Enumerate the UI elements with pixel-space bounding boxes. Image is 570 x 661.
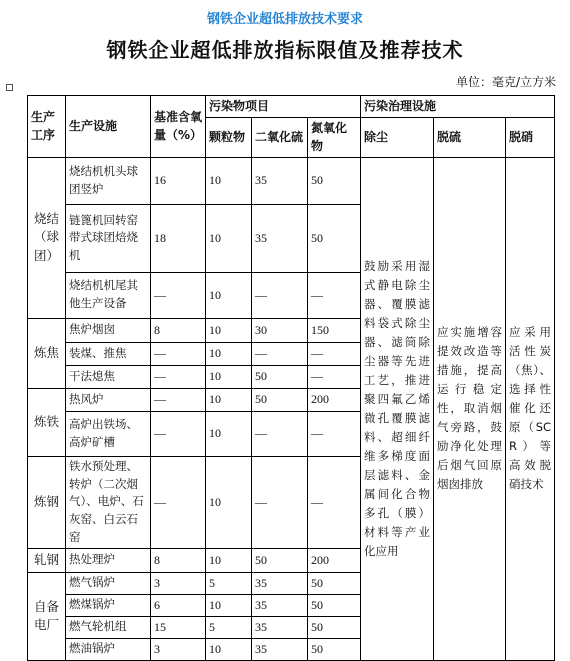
oxygen-cell: 8	[151, 548, 206, 572]
header-so2: 二氧化硫	[252, 117, 308, 157]
oxygen-cell: —	[151, 272, 206, 318]
facility-cell: 链篦机回转窑带式球团焙烧机	[66, 204, 151, 272]
oxygen-cell: 3	[151, 638, 206, 660]
denitrification-text: 应采用活性炭（焦）、选择性催化还原（SCR）等高效脱硝技术	[506, 157, 555, 660]
nox-cell: 50	[308, 572, 361, 594]
particulate-cell: 10	[206, 157, 252, 204]
oxygen-cell: 18	[151, 204, 206, 272]
so2-cell: 50	[252, 388, 308, 411]
desulfurization-text: 应实施增容提效改造等措施，提高运行稳定性，取消烟气旁路，鼓励净化处理后烟气回原烟囱排放	[434, 157, 506, 660]
so2-cell: —	[252, 411, 308, 456]
oxygen-cell: 15	[151, 616, 206, 638]
so2-cell: —	[252, 342, 308, 365]
facility-cell: 热风炉	[66, 388, 151, 411]
oxygen-cell: 8	[151, 318, 206, 342]
nox-cell: 200	[308, 388, 361, 411]
oxygen-cell: —	[151, 456, 206, 548]
particulate-cell: 10	[206, 272, 252, 318]
header-process: 生产工序	[28, 96, 66, 158]
oxygen-cell: —	[151, 342, 206, 365]
header-desulfurization: 脱硫	[434, 117, 506, 157]
particulate-cell: 10	[206, 388, 252, 411]
facility-cell: 装煤、推焦	[66, 342, 151, 365]
so2-cell: 35	[252, 638, 308, 660]
facility-cell: 干法熄焦	[66, 365, 151, 388]
nox-cell: —	[308, 365, 361, 388]
nox-cell: 200	[308, 548, 361, 572]
process-cell: 轧钢	[28, 548, 66, 572]
header-dust-removal: 除尘	[361, 117, 434, 157]
facility-cell: 燃气锅炉	[66, 572, 151, 594]
process-cell: 炼焦	[28, 318, 66, 388]
particulate-cell: 10	[206, 204, 252, 272]
header-denitrification: 脱硝	[506, 117, 555, 157]
particulate-cell: 10	[206, 318, 252, 342]
so2-cell: 50	[252, 365, 308, 388]
particulate-cell: 5	[206, 616, 252, 638]
facility-cell: 燃油锅炉	[66, 638, 151, 660]
table-anchor-icon	[6, 84, 13, 91]
nox-cell: 50	[308, 204, 361, 272]
process-cell: 炼钢	[28, 456, 66, 548]
top-heading: 钢铁企业超低排放技术要求	[206, 12, 363, 27]
dust-removal-text: 鼓励采用湿式静电除尘器、覆膜滤料袋式除尘器、滤筒除尘器等先进工艺，推进聚四氟乙烯微孔覆膜滤料、超细纤维多梯度面层滤料、金属间化合物多孔（膜）材料等产业化应用	[361, 157, 434, 660]
so2-cell: —	[252, 272, 308, 318]
oxygen-cell: —	[151, 365, 206, 388]
header-facility: 生产设施	[66, 96, 151, 158]
nox-cell: —	[308, 456, 361, 548]
nox-cell: 50	[308, 157, 361, 204]
nox-cell: —	[308, 342, 361, 365]
nox-cell: 50	[308, 594, 361, 616]
unit-label: 单位：毫克/立方米	[455, 75, 556, 89]
facility-cell: 燃煤锅炉	[66, 594, 151, 616]
particulate-cell: 10	[206, 548, 252, 572]
nox-cell: 50	[308, 638, 361, 660]
facility-cell: 铁水预处理、转炉（二次烟气）、电炉、石灰窑、白云石窑	[66, 456, 151, 548]
process-cell: 烧结（球团）	[28, 157, 66, 318]
particulate-cell: 10	[206, 638, 252, 660]
so2-cell: 35	[252, 204, 308, 272]
emission-limits-table	[27, 95, 555, 661]
particulate-cell: 5	[206, 572, 252, 594]
header-pollutants: 污染物项目	[206, 96, 361, 118]
nox-cell: —	[308, 411, 361, 456]
oxygen-cell: —	[151, 411, 206, 456]
oxygen-cell: —	[151, 388, 206, 411]
facility-cell: 高炉出铁场、高炉矿槽	[66, 411, 151, 456]
oxygen-cell: 6	[151, 594, 206, 616]
particulate-cell: 10	[206, 456, 252, 548]
so2-cell: —	[252, 456, 308, 548]
facility-cell: 燃气轮机组	[66, 616, 151, 638]
particulate-cell: 10	[206, 342, 252, 365]
so2-cell: 35	[252, 616, 308, 638]
page-title: 钢铁企业超低排放指标限值及推荐技术	[106, 38, 464, 62]
facility-cell: 热处理炉	[66, 548, 151, 572]
oxygen-cell: 3	[151, 572, 206, 594]
so2-cell: 35	[252, 157, 308, 204]
so2-cell: 35	[252, 594, 308, 616]
header-nox: 氮氧化物	[308, 117, 361, 157]
header-oxygen: 基准含氧量（%）	[151, 96, 206, 158]
particulate-cell: 10	[206, 365, 252, 388]
header-treatment: 污染治理设施	[361, 96, 555, 118]
particulate-cell: 10	[206, 594, 252, 616]
process-cell: 炼铁	[28, 388, 66, 456]
nox-cell: 150	[308, 318, 361, 342]
header-particulate: 颗粒物	[206, 117, 252, 157]
so2-cell: 30	[252, 318, 308, 342]
oxygen-cell: 16	[151, 157, 206, 204]
so2-cell: 35	[252, 572, 308, 594]
nox-cell: 50	[308, 616, 361, 638]
facility-cell: 烧结机机尾其他生产设备	[66, 272, 151, 318]
facility-cell: 焦炉烟囱	[66, 318, 151, 342]
so2-cell: 50	[252, 548, 308, 572]
facility-cell: 烧结机机头球团竖炉	[66, 157, 151, 204]
nox-cell: —	[308, 272, 361, 318]
particulate-cell: 10	[206, 411, 252, 456]
process-cell: 自备电厂	[28, 572, 66, 660]
